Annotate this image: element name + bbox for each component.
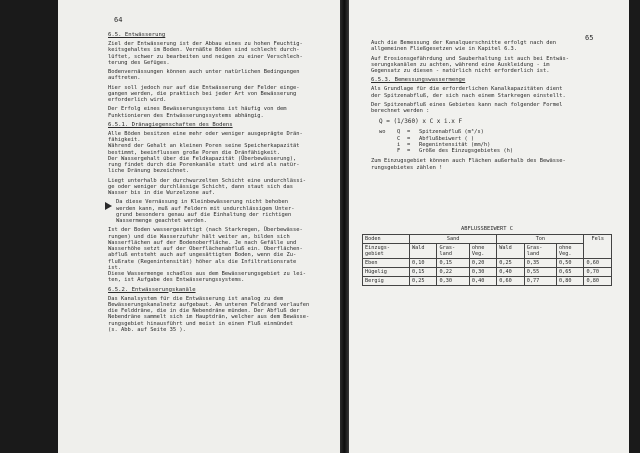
formula-definitions: wo Q = Spitzenabfluß (m³/s) C = Abflußbeiwert ( ) i = Regenintensität (mm/h) F = Größe des Einzugsgebietes (h) [379,129,514,155]
header-einzugsgebiet: Einzugs- gebiet [363,244,410,259]
table-subheader-row [363,244,612,259]
paragraph: Hier soll jedoch nur auf die Entwässerung der Felder einge- gangen werden, die praktisch bei jeder Art von Bewässerung erforderlich wird. [108,84,300,103]
subheader-wald: Wald [497,244,524,259]
subheader-ohne-veg: ohne Veg. [557,244,584,259]
table-row: Bergig 0,25 0,30 0,40 0,60 0,77 0,80 0,80 [363,277,612,286]
runoff-coefficient-table [362,234,612,286]
note-block: Da diese Vernässung in Kleinbewässerung nicht behoben werden kann, muß auf Feldern mit undurchlässigem Unter- grund besonders genau auf die Einhaltung der richtigen Wassermenge geachtet werden. [108,199,333,224]
subheader-grasland: Gras- land [437,244,469,259]
paragraph: Ist der Boden wassergesättigt (nach Starkregen, Überbewässe- rungen) und die Wasserzufuhr hält weiter an, bilden sich Wasserflächen auf der Bodenoberfläche. Je nach Gefälle und Wasserhöhe setzt auf der Oberflächenabfluß ein. Oberflächen- abfluß entsteht auch auf ungesättigten Boden, wenn die Zu- flußrate (Regenintensität) höher als die Infiltrationsrate ist. Diese Wassermenge schadlos aus dem Bewässerungsgebiet zu lei- ten, ist Aufgabe des Entwässerungssystems. [108,227,306,284]
header-fels: Fels [584,235,612,259]
paragraph: Liegt unterhalb der durchwurzelten Schicht eine undurchlässi- ge oder weniger durchlässige Schicht, dann staut sich das Wasser bis in die Wurzelzone auf. [108,177,306,196]
formula: Q = (1/360) x C x i.x F [379,118,463,126]
heading-6-5-2: 6.5.2. Entwässerungskanäle [108,286,196,293]
paragraph: Der Erfolg eines Bewässerungssystems ist häufig von dem Funktionieren des Entwässerungssystems abhängig. [108,106,287,119]
header-boden: Boden [363,235,410,244]
subheader-wald: Wald [410,244,437,259]
heading-6-5: 6.5. Entwässerung [108,32,166,38]
right-page-text [371,40,603,174]
paragraph: Auf Erosionsgefährdung und Sauberhaltung ist auch bei Entwäs- serungskanälen zu achten, während eine Auskleidung - im Gegensatz zu diesen - natürlich nicht erforderlich ist. [371,55,569,74]
paragraph: Auch die Bemessung der Kanalquerschnitte erfolgt nach den allgemeinen Fließgesetzen wie in Kapitel 6.3. [371,40,556,53]
left-page [58,0,340,453]
paragraph: Ziel der Entwässerung ist der Abbau eines zu hohen Feuchtig- keitsgehaltes im Boden. Vernäßte Böden sind schlecht durch- lüftet, schwer zu bearbeiten und neigen zu einer Verschlech- terung des Gefüges. [108,41,303,66]
left-page-text [108,32,333,336]
table-row: Hügelig 0,15 0,22 0,30 0,40 0,55 0,65 0,70 [363,268,612,277]
paragraph: Alle Böden besitzen eine mehr oder weniger ausgeprägte Drän- fähigkeit. Während der Gehalt an kleinen Poren seine Speicherkapazität bestimmt, beeinflussen große Poren die Dränfähigkeit. Der Wassergehalt über die Feldkapazität (Überbewässerung), rung findet durch die Porenkanäle statt und wird als natür- liche Dränung bezeichnet. [108,130,303,175]
paragraph: Als Grundlage für die erforderlichen Kanalkapazitäten dient der Spitzenabfluß, der sich nach einem Starkregen einstellt. [371,86,566,99]
arrow-icon [105,202,112,210]
page-number-left: 64 [114,16,123,24]
heading-6-5-3: 6.5.3. Bemessungswassermenge [371,77,466,84]
book-gutter [340,0,349,453]
table-row: Eben 0,10 0,15 0,20 0,25 0,35 0,50 0,60 [363,259,612,268]
paragraph: Zum Einzugsgebiet können auch Flächen außerhalb des Bewässe- rungsgebietes zählen ! [371,158,566,171]
table-caption: ABFLUSSBEIWERT C [461,226,513,232]
paragraph: Das Kanalsystem für die Entwässerung ist analog zu dem Bewässerungskanalnetz aufgebaut. Am unteren Feldrand verlaufen die Felddräne, die in die Nebendräne münden. Der Abfluß der Nebendräne sammelt sich im Hauptdrän, welcher aus dem Bewässe- rungsgebiet hinausführt und meist in einen Fluß einmündet (s. Abb. auf Seite 35 ). [108,295,310,333]
subheader-ohne-veg: ohne Veg. [469,244,496,259]
paragraph: Der Spitzenabfluß eines Gebietes kann nach folgender Formel berechnet werden : [371,101,563,114]
header-ton: Ton [497,235,584,244]
heading-6-5-1: 6.5.1. Dränagiegenschaften des Bodens [108,121,233,128]
table-header-row [363,235,612,244]
paragraph: Bodenvernässungen können auch unter natürlichen Bedingungen auftreten. [108,69,300,82]
subheader-grasland: Gras- land [524,244,556,259]
header-sand: Sand [410,235,497,244]
page-number-right: 65 [585,34,594,42]
